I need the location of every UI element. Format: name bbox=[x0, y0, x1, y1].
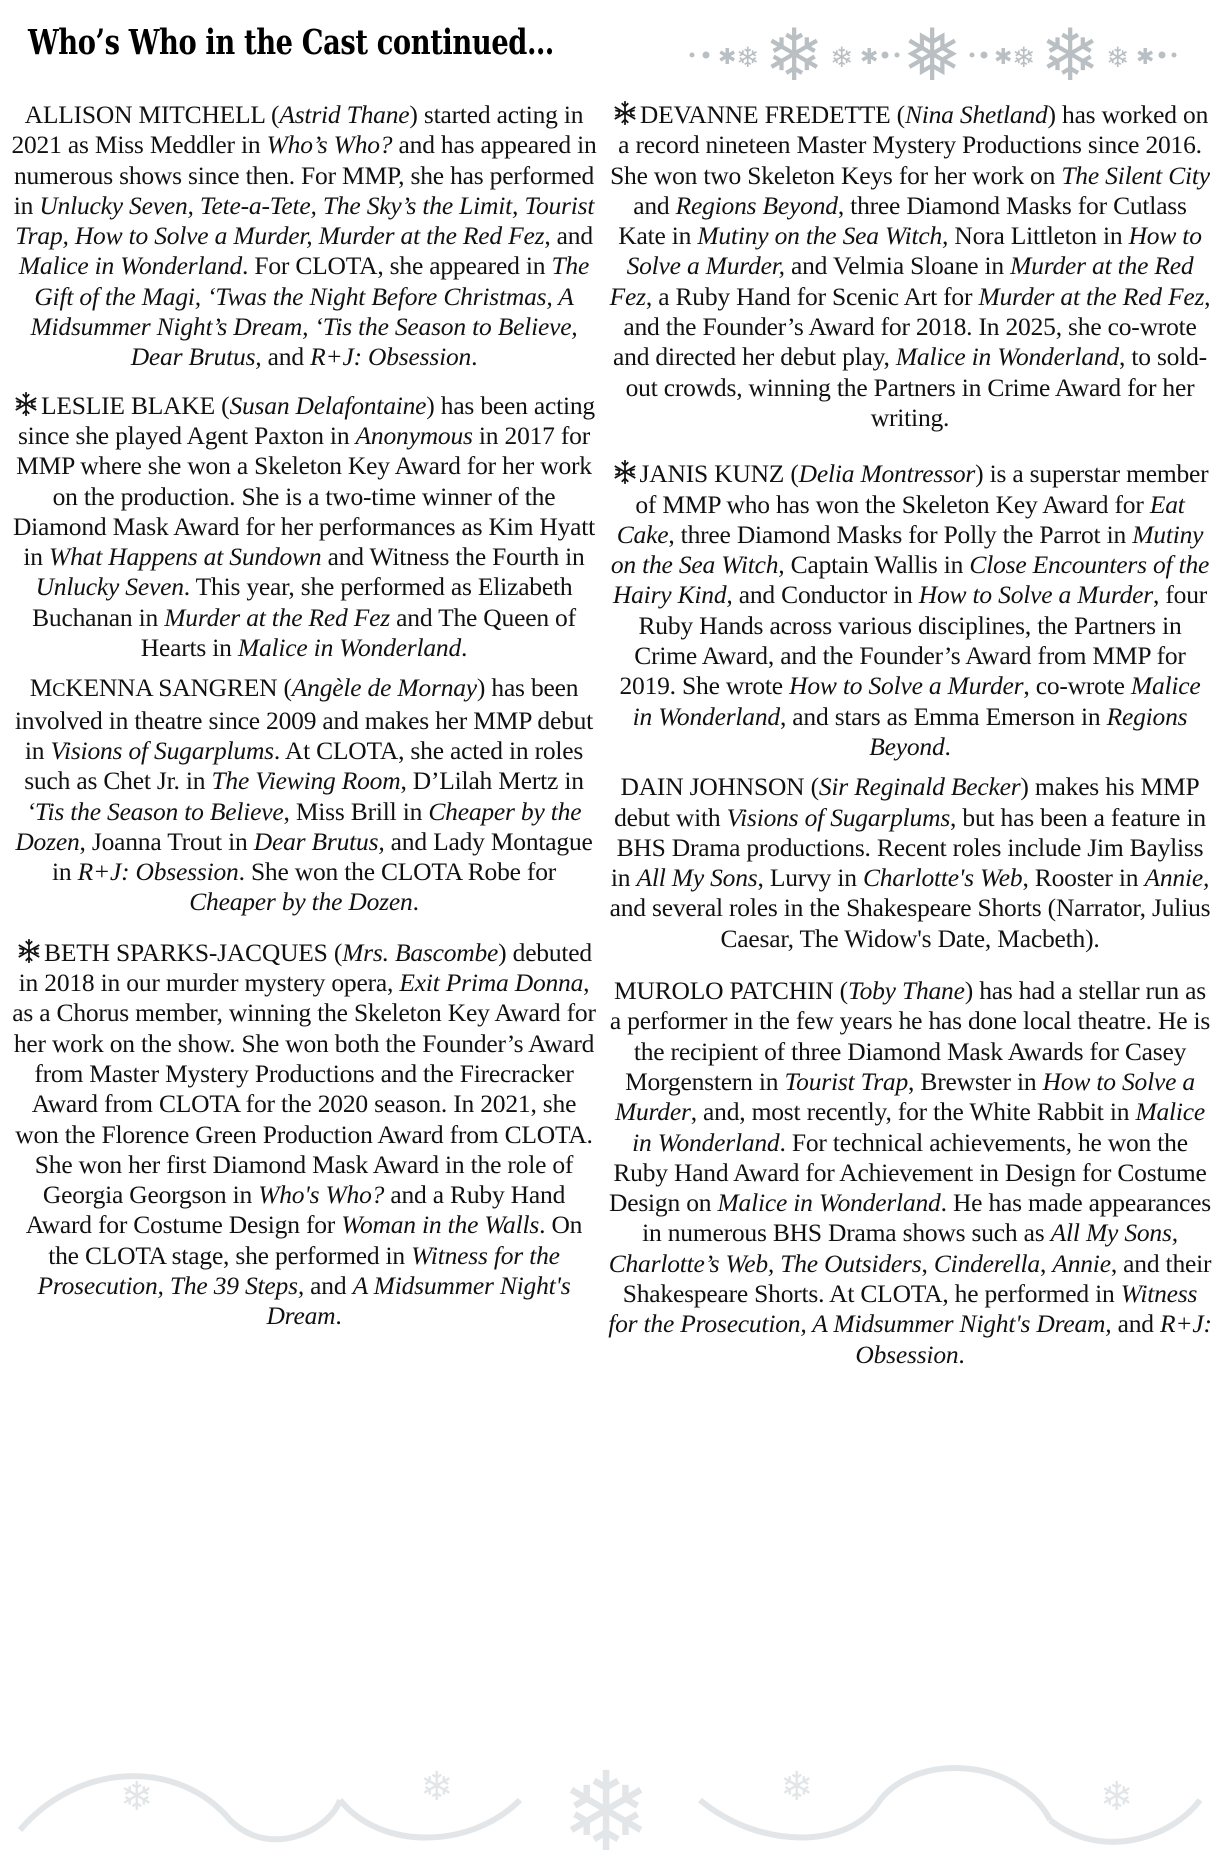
snowflake-banner-decoration bbox=[670, 10, 1210, 90]
show-title: Malice in Wonderland bbox=[237, 633, 462, 663]
bio-text: , three Diamond Masks for Cutlass Kate in bbox=[618, 190, 1187, 251]
bio-text: DAIN JOHNSON ( bbox=[620, 772, 819, 802]
cast-bio bbox=[8, 391, 600, 664]
dot-icon bbox=[690, 53, 694, 57]
snowflake-icon bbox=[16, 938, 42, 964]
show-title: Sir Reginald Becker bbox=[818, 772, 1021, 802]
bio-text: . He has made appearances in numerous BHS Drama shows such as bbox=[642, 1188, 1212, 1248]
bio-text: and Lady Montague in bbox=[51, 826, 593, 887]
bio-text: . bbox=[944, 731, 951, 761]
left-column bbox=[8, 84, 600, 1332]
bio-text: , bbox=[1039, 1248, 1053, 1278]
bio-text: in 2017 for MMP where she won a Skeleton Key Award for her work on the production. She is a two-time winner of the Diamond Mask Award for her performances as Kim Hyatt in bbox=[12, 420, 596, 572]
cast-bio bbox=[8, 673, 600, 917]
show-title: Nina Shetland bbox=[904, 100, 1048, 129]
show-title: R+J: Obsession bbox=[310, 342, 472, 372]
page-header bbox=[0, 0, 1218, 90]
show-title: How to Solve a Murder, bbox=[626, 221, 1202, 281]
dot-icon bbox=[703, 52, 709, 58]
bio-text: , and their Shakespeare Shorts. At CLOTA, he performed in bbox=[622, 1248, 1212, 1308]
cast-bio bbox=[608, 459, 1212, 762]
bio-text: . bbox=[335, 1301, 342, 1331]
show-title: Annie, bbox=[1144, 863, 1210, 893]
show-title: Murder at the Red Fez bbox=[609, 251, 1194, 311]
show-title: Dear Brutus, bbox=[253, 826, 385, 856]
bio-text: . bbox=[412, 887, 419, 917]
show-title: Eat Cake bbox=[616, 489, 1185, 549]
show-title: Unlucky Seven, Tete-a-Tete, The Sky’s the Limit, Tourist Trap, How to Solve a Murder, Murder at the Red Fez bbox=[15, 190, 595, 251]
show-title: Annie bbox=[1052, 1248, 1111, 1278]
show-title: What Happens at Sundown bbox=[49, 542, 322, 572]
show-title: Exit Prima Donna bbox=[399, 968, 584, 998]
show-title: Cheaper by the Dozen bbox=[15, 796, 582, 856]
asterisk-icon: ✱ bbox=[1136, 44, 1155, 69]
show-title: Malice in Wonderland bbox=[632, 671, 1201, 731]
show-title: R+J: Obsession bbox=[77, 857, 239, 887]
bio-text: , but has been a feature in BHS Drama productions. Recent roles include Jim Bayliss in bbox=[610, 802, 1206, 893]
show-title: Regions Beyond bbox=[869, 701, 1188, 761]
bio-text: ) is a superstar member of MMP who has won the Skeleton Key Award for bbox=[635, 459, 1209, 519]
bio-text: Nora Littleton in bbox=[948, 221, 1129, 251]
show-title: Witness for the Prosecution, A Midsummer Night's Dream, bbox=[608, 1278, 1198, 1339]
bio-text: Captain Wallis in bbox=[784, 550, 970, 580]
show-title: Charlotte's Web bbox=[862, 863, 1023, 893]
bio-text: , Lurvy in bbox=[757, 863, 863, 893]
show-title: Malice in Wonderland bbox=[632, 1097, 1206, 1157]
bio-text: and Witness the Fourth in bbox=[321, 542, 585, 572]
bio-text: , four Ruby Hands across various disciplines, the Partners in Crime Award, and the Founder’s Award from MMP for 2019. She wrote bbox=[619, 580, 1208, 701]
show-title: Anonymous bbox=[355, 420, 473, 450]
show-title: Visions of Sugarplums bbox=[50, 735, 274, 765]
asterisk-icon: ✱ bbox=[718, 44, 737, 69]
bio-text: JANIS KUNZ ( bbox=[639, 459, 799, 489]
bio-text: . For technical achievements, he won the Ruby Hand Award for Achievement in Design for Costume Design on bbox=[608, 1127, 1207, 1218]
page-title: Who’s Who in the Cast continued… bbox=[28, 22, 554, 63]
bio-text: ) has been involved in theatre since 2009 and makes her MMP debut in bbox=[14, 673, 594, 765]
bio-text: , bbox=[921, 1248, 934, 1278]
bio-text: . bbox=[958, 1339, 965, 1369]
show-title: Woman in the Walls bbox=[341, 1210, 540, 1240]
cast-bio bbox=[8, 938, 600, 1332]
small-snowflake-icon: ❄ bbox=[1012, 43, 1036, 74]
snowflake-swirl-decoration bbox=[0, 1740, 1218, 1866]
show-title: Delia Montressor bbox=[798, 459, 976, 489]
bio-text: ) started acting in 2021 as Miss Meddler in bbox=[11, 100, 584, 160]
dot-icon bbox=[882, 52, 888, 58]
show-title: Mutiny on the Sea Witch, bbox=[610, 519, 1204, 580]
small-snowflake-icon: ❄ bbox=[1106, 43, 1130, 74]
bio-text: , and, most recently, for the White Rabbit in bbox=[690, 1097, 1136, 1127]
snowflake-icon: ❄ bbox=[780, 1764, 814, 1809]
show-title: How to Solve a Murder bbox=[614, 1066, 1195, 1127]
bio-text: , Brewster in bbox=[908, 1066, 1043, 1096]
cast-bio bbox=[608, 772, 1212, 954]
show-title: The Silent City bbox=[1061, 160, 1210, 190]
show-title: Mrs. Bascombe bbox=[342, 937, 499, 967]
cast-bio bbox=[608, 976, 1212, 1370]
dot-icon bbox=[981, 52, 987, 58]
show-title: Regions Beyond bbox=[675, 190, 838, 220]
show-title: Toby Thane bbox=[847, 976, 965, 1006]
show-title: Susan Delafontaine bbox=[229, 390, 427, 420]
asterisk-icon: ✱ bbox=[994, 44, 1013, 69]
bio-text: , a Ruby Hand for Scenic Art for bbox=[645, 281, 979, 311]
large-snowflake-icon: ❄ bbox=[764, 16, 825, 90]
show-title: Close Encounters of the Hairy Kind, bbox=[612, 550, 1210, 610]
snowflake-icon: ❄ bbox=[420, 1764, 454, 1809]
bio-text: and a Ruby Hand Award for Costume Design for bbox=[25, 1180, 566, 1240]
bio-text: . She won the CLOTA Robe for bbox=[238, 857, 557, 887]
dot-icon bbox=[1159, 52, 1165, 58]
show-title: Tourist Trap bbox=[784, 1066, 909, 1096]
bio-text: , and bbox=[544, 221, 593, 251]
asterisk-icon: ✱ bbox=[860, 44, 879, 69]
dot-icon bbox=[1172, 53, 1176, 57]
cast-bio bbox=[608, 100, 1212, 433]
show-title: The Viewing Room bbox=[211, 766, 401, 796]
bio-text: . On the CLOTA stage, she performed in bbox=[48, 1210, 583, 1270]
bio-text: , to sold-out crowds, winning the Partners in Crime Award for her writing. bbox=[625, 342, 1207, 432]
show-title: Who’s Who? bbox=[266, 130, 393, 160]
show-title: The Gift of the Magi, ‘Twas the Night Before Christmas, A Midsummer Night’s Dream, ‘Tis the Season to Believe, Dear Brutus, bbox=[30, 251, 590, 372]
snowflake-icon: ❄ bbox=[120, 1774, 154, 1819]
bio-text: KENNA SANGREN ( bbox=[65, 673, 292, 703]
bio-text: , D’Lilah Mertz in bbox=[400, 766, 584, 796]
bio-text: and Conductor in bbox=[732, 580, 919, 610]
bio-text: , and stars as Emma Emerson in bbox=[779, 701, 1107, 731]
cast-bio bbox=[8, 100, 600, 373]
show-title: Unlucky Seven bbox=[35, 572, 184, 602]
bio-text: ) makes his MMP debut with bbox=[614, 772, 1200, 832]
bio-text: and bbox=[1111, 1309, 1160, 1339]
bio-text: , co-wrote bbox=[1023, 671, 1131, 701]
small-snowflake-icon: ❄ bbox=[830, 43, 854, 74]
show-title: A Midsummer Night's Dream bbox=[266, 1270, 571, 1331]
dot-icon bbox=[895, 53, 899, 57]
show-title: Murder at the Red Fez bbox=[164, 602, 390, 632]
show-title: Cinderella bbox=[933, 1248, 1040, 1278]
show-title: Angèle de Mornay bbox=[291, 673, 477, 703]
bio-text: , Rooster in bbox=[1022, 863, 1145, 893]
show-title: Malice in Wonderland bbox=[895, 342, 1119, 372]
snowflake-icon bbox=[13, 391, 39, 417]
bio-text: ) has been acting since she played Agent Paxton in bbox=[17, 390, 595, 450]
show-title: Malice in Wonderland bbox=[717, 1188, 941, 1218]
show-title: Who's Who? bbox=[258, 1180, 385, 1210]
bio-text: ) debuted in 2018 in our murder mystery opera, bbox=[18, 937, 592, 998]
bio-text: . bbox=[471, 342, 478, 372]
bio-text: , three Diamond Masks for Polly the Parrot in bbox=[668, 519, 1133, 549]
bio-text: and bbox=[304, 1270, 353, 1300]
bio-text: and bbox=[633, 190, 676, 220]
right-column bbox=[608, 84, 1212, 1370]
bio-text: . For CLOTA, she appeared in bbox=[242, 251, 552, 281]
bio-text: LESLIE BLAKE ( bbox=[41, 390, 230, 420]
bio-text: C bbox=[52, 679, 66, 702]
bio-text: . At CLOTA, she acted in roles such as Chet Jr. in bbox=[24, 735, 584, 796]
bio-text: ) has worked on a record nineteen Master Mystery Productions since 2016. She won two Skeleton Keys for her work on bbox=[610, 100, 1209, 190]
bio-text: and several roles in the Shakespeare Shorts (Narrator, Julius Caesar, The Widow's Date, Macbeth). bbox=[609, 893, 1211, 953]
show-title: Witness for the Prosecution, The 39 Steps, bbox=[37, 1240, 560, 1300]
large-snowflake-icon: ❅ bbox=[902, 16, 963, 90]
show-title: How to Solve a Murder bbox=[918, 580, 1154, 610]
snowflake-icon bbox=[612, 100, 638, 126]
show-title: Murder at the Red Fez bbox=[978, 281, 1205, 311]
snowflake-icon: ❄ bbox=[560, 1752, 653, 1866]
show-title: ‘Tis the Season to Believe bbox=[26, 796, 284, 826]
bio-text: and bbox=[261, 342, 311, 372]
snowflake-icon: ❄ bbox=[1100, 1774, 1134, 1819]
bio-text: ) has had a stellar run as a performer in the few years he has done local theatre. He is the recipient of three Diamond Mask Awards for Casey Morgenstern in bbox=[609, 976, 1211, 1096]
snowflake-icon bbox=[612, 459, 638, 485]
show-title: Cheaper by the Dozen bbox=[189, 887, 413, 917]
small-snowflake-icon: ❄ bbox=[736, 43, 760, 74]
show-title: How to Solve a Murder bbox=[789, 671, 1024, 701]
bio-text: and has appeared in numerous shows since then. For MMP, she has performed in bbox=[13, 130, 597, 220]
dot-icon bbox=[970, 53, 974, 57]
bio-text: ALLISON MITCHELL ( bbox=[24, 100, 280, 129]
show-title: All My Sons bbox=[636, 863, 758, 893]
bio-text: and The Queen of Hearts in bbox=[140, 602, 576, 663]
bio-text: . bbox=[461, 633, 468, 663]
show-title: Visions of Sugarplums bbox=[726, 802, 951, 832]
bio-text: , and the Founder’s Award for 2018. In 2025, she co-wrote and directed her debut play, bbox=[613, 281, 1211, 372]
show-title: Malice in Wonderland bbox=[18, 251, 243, 281]
bio-text: M bbox=[29, 673, 53, 703]
bio-text: and Velmia Sloane in bbox=[784, 251, 1011, 281]
bio-text: , Miss Brill in bbox=[283, 796, 429, 826]
bio-text: , as a Chorus member, winning the Skeleton Key Award for her work on the show. She won both the Founder’s Award from Master Mystery Productions and the Firecracker Award from CLOTA for the 2020 season. In 2021, she won the Florence Green Production Award from CLOTA. She won her first Diamond Mask Award in the role of Georgia Georgson in bbox=[12, 968, 596, 1210]
show-title: Astrid Thane bbox=[279, 100, 410, 129]
show-title: Mutiny on the Sea Witch, bbox=[697, 221, 949, 251]
bio-text: MUROLO PATCHIN ( bbox=[614, 976, 848, 1006]
bio-text: BETH SPARKS-JACQUES ( bbox=[44, 937, 343, 967]
show-title: All My Sons, Charlotte’s Web, The Outsiders bbox=[608, 1218, 1178, 1278]
bio-text: . This year, she performed as Elizabeth Buchanan in bbox=[32, 572, 573, 632]
bio-text: DEVANNE FREDETTE ( bbox=[639, 100, 905, 129]
show-title: R+J: Obsession bbox=[855, 1309, 1212, 1369]
bio-text: , Joanna Trout in bbox=[79, 826, 254, 856]
large-snowflake-icon: ❄ bbox=[1040, 16, 1101, 90]
